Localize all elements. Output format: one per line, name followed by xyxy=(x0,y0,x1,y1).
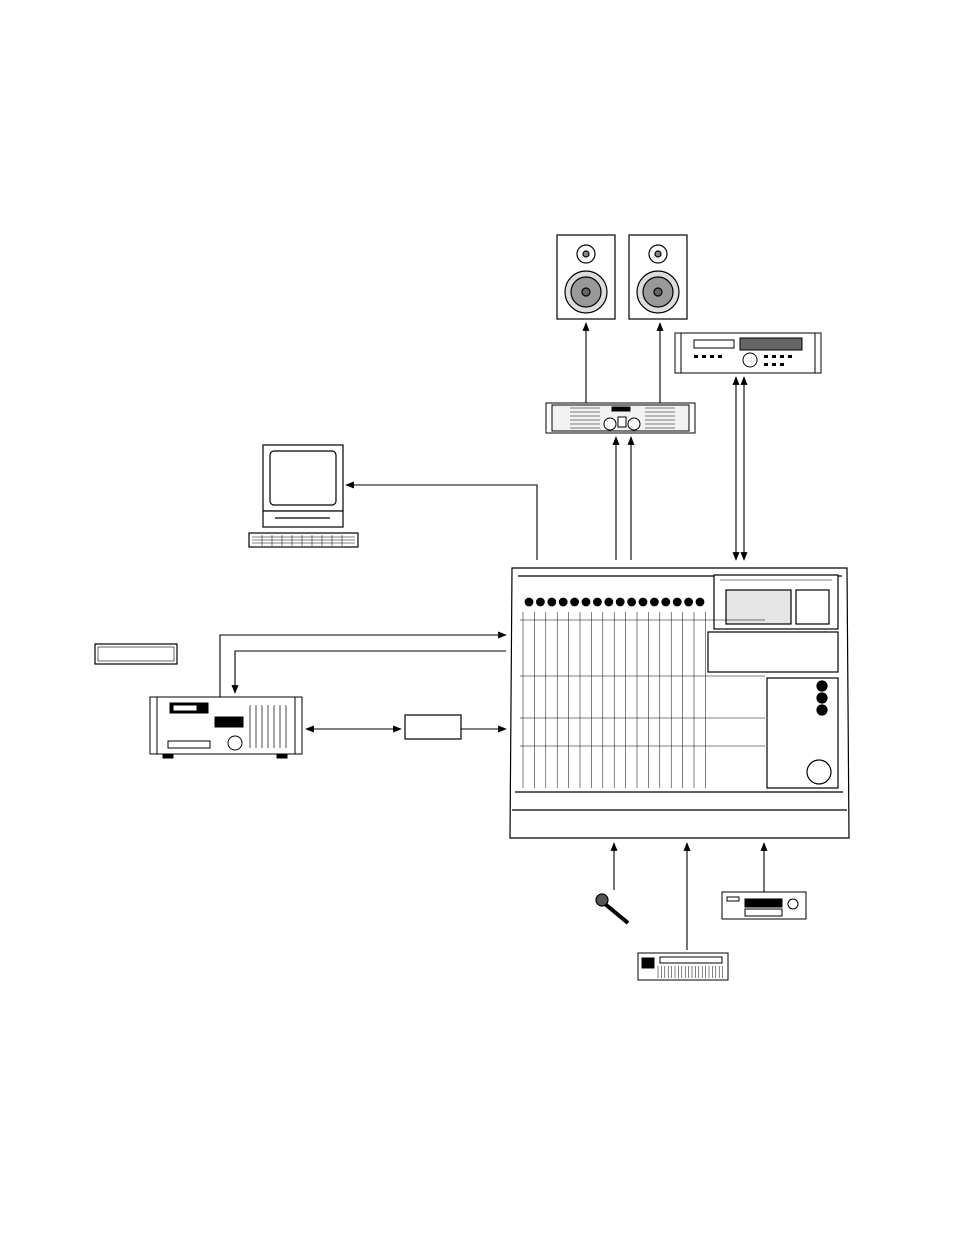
mixer-knob xyxy=(628,598,636,606)
computer xyxy=(249,445,358,547)
mixer-knob xyxy=(639,598,647,606)
mixer-knob xyxy=(673,598,681,606)
multitrack-recorder xyxy=(150,697,302,758)
mixer-knob xyxy=(605,598,613,606)
mixer-knob xyxy=(536,598,544,606)
mixer-knob xyxy=(582,598,590,606)
blank-label-box xyxy=(95,644,177,664)
interface-box xyxy=(405,715,461,739)
mixer-knob xyxy=(616,598,624,606)
link-mixer-computer xyxy=(346,485,537,560)
mixer-knob xyxy=(571,598,579,606)
monitor-speaker-right xyxy=(629,235,687,319)
mixer-knob xyxy=(662,598,670,606)
link-mixer-recorder xyxy=(235,651,506,693)
mixer-knob xyxy=(650,598,658,606)
mixer-knob xyxy=(685,598,693,606)
mixer-knob xyxy=(559,598,567,606)
mixer-knob xyxy=(696,598,704,606)
cd-player xyxy=(722,892,806,919)
mixer-knob xyxy=(525,598,533,606)
keyboard-synth xyxy=(638,953,728,980)
link-recorder-mixer xyxy=(220,635,506,697)
monitor-speaker-left xyxy=(557,235,615,319)
mixer-knob xyxy=(548,598,556,606)
effects-processor xyxy=(675,333,821,373)
power-amplifier xyxy=(546,403,695,433)
digital-mixer xyxy=(510,568,849,838)
microphone xyxy=(596,894,628,923)
mixer-knob xyxy=(593,598,601,606)
